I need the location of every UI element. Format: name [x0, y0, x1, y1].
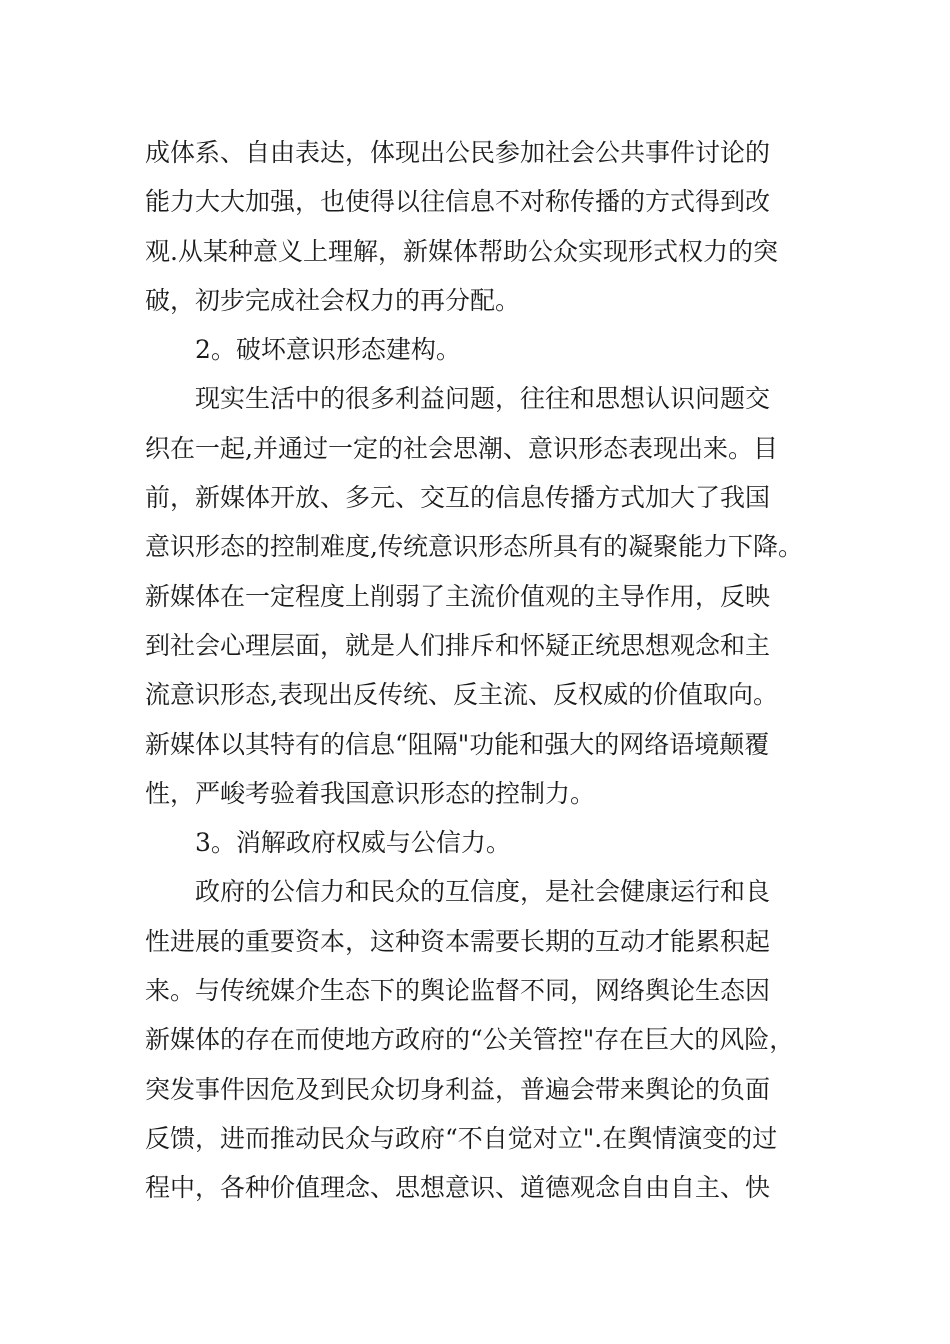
section-heading: 3。消解政府权威与公信力。	[195, 828, 511, 858]
text-line: 来。与传统媒介生态下的舆论监督不同，网络舆论生态因	[145, 976, 771, 1006]
text-line: 破，初步完成社会权力的再分配。	[145, 285, 521, 315]
text-line: 意识形态的控制难度,传统意识形态所具有的凝聚能力下降。	[145, 532, 803, 562]
text-line: 性进展的重要资本，这种资本需要长期的互动才能累积起	[145, 926, 771, 956]
text-line: 观.从某种意义上理解，新媒体帮助公众实现形式权力的突	[145, 236, 778, 266]
text-line: 成体系、自由表达，体现出公民参加社会公共事件讨论的	[145, 138, 771, 167]
text-line: 程中，各种价值理念、思想意识、道德观念自由自主、快	[145, 1173, 771, 1203]
text-line: 流意识形态,表现出反传统、反主流、反权威的价值取向。	[145, 680, 778, 710]
text-line: 现实生活中的很多利益问题，往往和思想认识问题交	[195, 384, 771, 414]
text-line: 政府的公信力和民众的互信度，是社会健康运行和良	[195, 877, 771, 907]
text-line: 新媒体的存在而使地方政府的“公关管控"存在巨大的风险，	[145, 1025, 795, 1055]
body-text	[145, 128, 815, 1213]
text-line: 新媒体以其特有的信息“阻隔"功能和强大的网络语境颠覆	[145, 729, 770, 759]
text-line: 织在一起,并通过一定的社会思潮、意识形态表现出来。目	[145, 433, 778, 463]
text-line: 前，新媒体开放、多元、交互的信息传播方式加大了我国	[145, 483, 771, 513]
text-line: 反馈，进而推动民众与政府“不自觉对立".在舆情演变的过	[145, 1123, 778, 1153]
text-line: 能力大大加强，也使得以往信息不对称传播的方式得到改	[145, 187, 771, 217]
text-line: 到社会心理层面，就是人们排斥和怀疑正统思想观念和主	[145, 630, 771, 660]
text-line: 突发事件因危及到民众切身利益，普遍会带来舆论的负面	[145, 1074, 771, 1104]
section-heading: 2。破坏意识形态建构。	[195, 335, 461, 365]
text-line: 性，严峻考验着我国意识形态的控制力。	[145, 778, 596, 808]
text-line: 新媒体在一定程度上削弱了主流价值观的主导作用，反映	[145, 581, 771, 611]
